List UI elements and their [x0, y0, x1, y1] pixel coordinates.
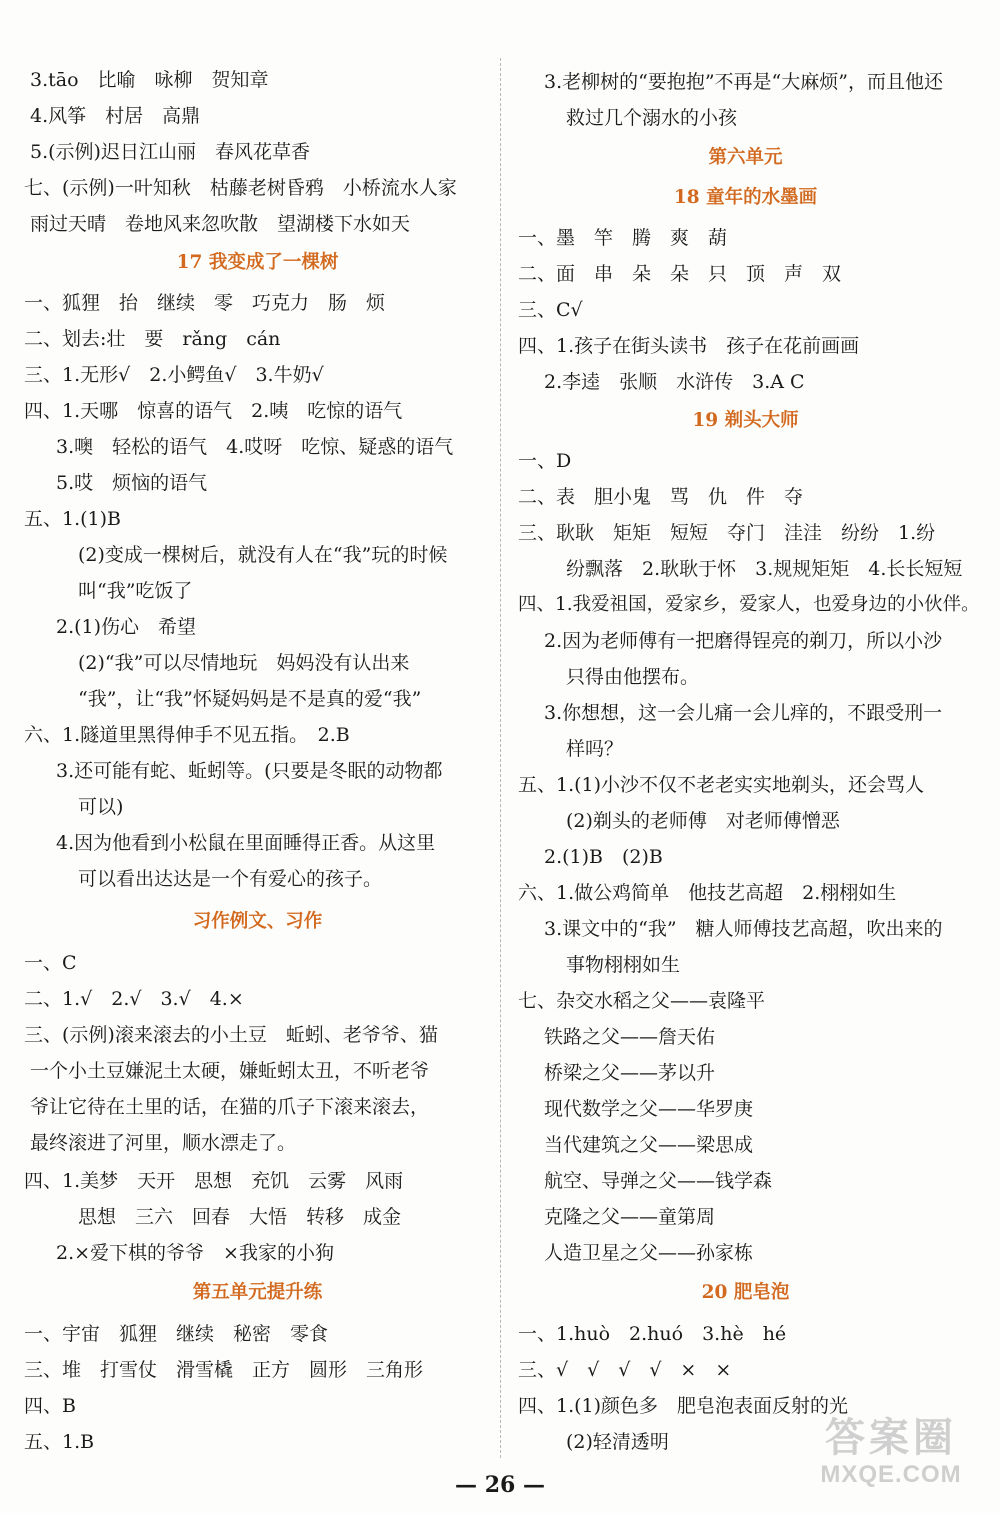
answer-line: 一、宇宙 狐狸 继续 秘密 零食: [24, 1323, 329, 1345]
answer-line: 二、1.√ 2.√ 3.√ 4.×: [24, 988, 244, 1010]
answer-line: 2.因为老师傅有一把磨得锃亮的剃刀，所以小沙: [544, 630, 943, 652]
answer-line: 七、(示例)一叶知秋 枯藤老树昏鸦 小桥流水人家: [24, 177, 457, 199]
answer-line: 三、耿耿 矩矩 短短 夺门 洼洼 纷纷 1.纷: [518, 522, 936, 544]
answer-line: 一、狐狸 抬 继续 零 巧克力 肠 烦: [24, 292, 386, 314]
answer-line: “我”，让“我”怀疑妈妈是不是真的爱“我”: [78, 688, 422, 710]
answer-line: 事物栩栩如生: [566, 954, 681, 976]
answer-line: 2.(1)B (2)B: [544, 846, 663, 868]
answer-line: 3.还可能有蛇、蚯蚓等。(只要是冬眠的动物都: [56, 760, 443, 782]
answer-line: (2)“我”可以尽情地玩 妈妈没有认出来: [78, 652, 410, 674]
page-number: — 26 —: [455, 1472, 545, 1498]
answer-line: 雨过天晴 卷地风来忽吹散 望湖楼下水如天: [30, 213, 411, 235]
unit-heading: 第六单元: [708, 147, 783, 168]
section-heading: 17 我变成了一棵树: [176, 252, 339, 273]
answer-line: 三、(示例)滚来滚去的小土豆 蚯蚓、老爷爷、猫: [24, 1024, 438, 1046]
answer-line: 可以看出达达是一个有爱心的孩子。: [78, 868, 383, 890]
answer-line: 二、面 串 朵 朵 只 顶 声 双: [518, 263, 842, 285]
answer-line: 3.你想想，这一会儿痛一会儿痒的，不跟受刑一: [544, 702, 943, 724]
answer-line: 人造卫星之父——孙家栋: [544, 1242, 754, 1264]
answer-line: 3.噢 轻松的语气 4.哎呀 吃惊、疑惑的语气: [56, 436, 454, 458]
watermark-logo: [796, 1415, 986, 1495]
column-divider: [500, 58, 501, 1458]
answer-line: 2.李逵 张顺 水浒传 3.A C: [544, 371, 805, 393]
answer-line: 纷飘落 2.耿耿于怀 3.规规矩矩 4.长长短短: [566, 558, 963, 580]
answer-line: 四、1.我爱祖国，爱家乡，爱家人，也爱身边的小伙伴。: [518, 594, 980, 615]
section-heading: 习作例文、习作: [192, 911, 323, 932]
answer-line: 一、墨 竿 腾 爽 葫: [518, 227, 728, 249]
answer-line: 四、1.美梦 天开 思想 充饥 云雾 风雨: [24, 1170, 404, 1192]
answer-line: 救过几个溺水的小孩: [566, 107, 738, 129]
answer-line: 样吗？: [566, 738, 624, 760]
answer-line: 5.(示例)迟日江山丽 春风花草香: [30, 141, 310, 163]
answer-line: 一、D: [518, 450, 572, 472]
section-heading: 19 剃头大师: [692, 410, 799, 431]
answer-line: 三、堆 打雪仗 滑雪橇 正方 圆形 三角形: [24, 1359, 424, 1381]
answer-line: (2)变成一棵树后，就没有人在“我”玩的时候: [78, 544, 448, 566]
answer-line: 3.tāo 比喻 咏柳 贺知章: [30, 69, 269, 91]
answer-line: 四、1.(1)颜色多 肥皂泡表面反射的光: [518, 1395, 849, 1417]
answer-line: 一、1.huò 2.huó 3.hè hé: [518, 1323, 787, 1345]
answer-line: 克隆之父——童第周: [544, 1206, 716, 1228]
answer-line: 现代数学之父——华罗庚: [544, 1098, 754, 1120]
answer-line: 二、表 胆小鬼 骂 仇 件 夺: [518, 486, 804, 508]
answer-line: 四、1.天哪 惊喜的语气 2.咦 吃惊的语气: [24, 400, 403, 422]
section-heading: 20 肥皂泡: [701, 1282, 790, 1303]
answer-line: 桥梁之父——茅以升: [544, 1062, 716, 1084]
answer-line: 3.老柳树的“要抱抱”不再是“大麻烦”，而且他还: [544, 71, 943, 93]
answer-line: 四、B: [24, 1395, 76, 1417]
answer-line: 可以): [78, 796, 124, 818]
answer-line: 铁路之父——詹天佑: [544, 1026, 716, 1048]
answer-line: 五、1.(1)B: [24, 508, 122, 530]
answer-line: 3.课文中的“我” 糖人师傅技艺高超，吹出来的: [544, 918, 943, 940]
answer-line: 五、1.(1)小沙不仅不老老实实地剃头，还会骂人: [518, 774, 925, 796]
answer-line: 二、划去:壮 要 rǎng cán: [24, 328, 281, 350]
answer-line: 当代建筑之父——梁思成: [544, 1134, 754, 1156]
watermark-cn: 答案圈: [825, 1414, 957, 1461]
answer-line: 一、C: [24, 952, 77, 974]
section-heading: 18 童年的水墨画: [673, 187, 818, 208]
answer-line: 六、1.做公鸡简单 他技艺高超 2.栩栩如生: [518, 882, 897, 904]
answer-line: (2)轻清透明: [566, 1431, 669, 1453]
answer-line: 5.哎 烦恼的语气: [56, 472, 208, 494]
answer-line: 五、1.B: [24, 1431, 95, 1453]
answer-line: 六、1.隧道里黑得伸手不见五指。 2.B: [24, 724, 350, 746]
answer-line: 2.(1)伤心 希望: [56, 616, 197, 638]
watermark-en: MXQE.COM: [820, 1461, 962, 1488]
answer-line: 爷让它待在土里的话，在猫的爪子下滚来滚去，: [30, 1096, 430, 1118]
answer-line: 思想 三六 回春 大悟 转移 成金: [78, 1206, 402, 1228]
answer-line: 2.×爱下棋的爷爷 ×我家的小狗: [56, 1242, 334, 1264]
answer-line: 三、1.无形√ 2.小鳄鱼√ 3.牛奶√: [24, 364, 324, 386]
section-heading: 第五单元提升练: [192, 1282, 323, 1303]
answer-line: 只得由他摆布。: [566, 666, 700, 688]
answer-line: 最终滚进了河里，顺水漂走了。: [30, 1132, 297, 1154]
answer-line: 三、√ √ √ √ × ×: [518, 1359, 732, 1381]
answer-line: 四、1.孩子在街头读书 孩子在花前画画: [518, 335, 860, 357]
answer-line: 三、C√: [518, 299, 583, 321]
answer-line: 一个小土豆嫌泥土太硬，嫌蚯蚓太丑，不听老爷: [30, 1060, 430, 1082]
answer-line: 4.风筝 村居 高鼎: [30, 105, 201, 127]
answer-line: 4.因为他看到小松鼠在里面睡得正香。从这里: [56, 832, 436, 854]
answer-line: 七、杂交水稻之父——袁隆平: [518, 990, 766, 1012]
answer-line: (2)剃头的老师傅 对老师傅憎恶: [566, 810, 840, 832]
answer-line: 航空、导弹之父——钱学森: [544, 1170, 773, 1192]
answer-line: 叫“我”吃饭了: [78, 580, 193, 602]
